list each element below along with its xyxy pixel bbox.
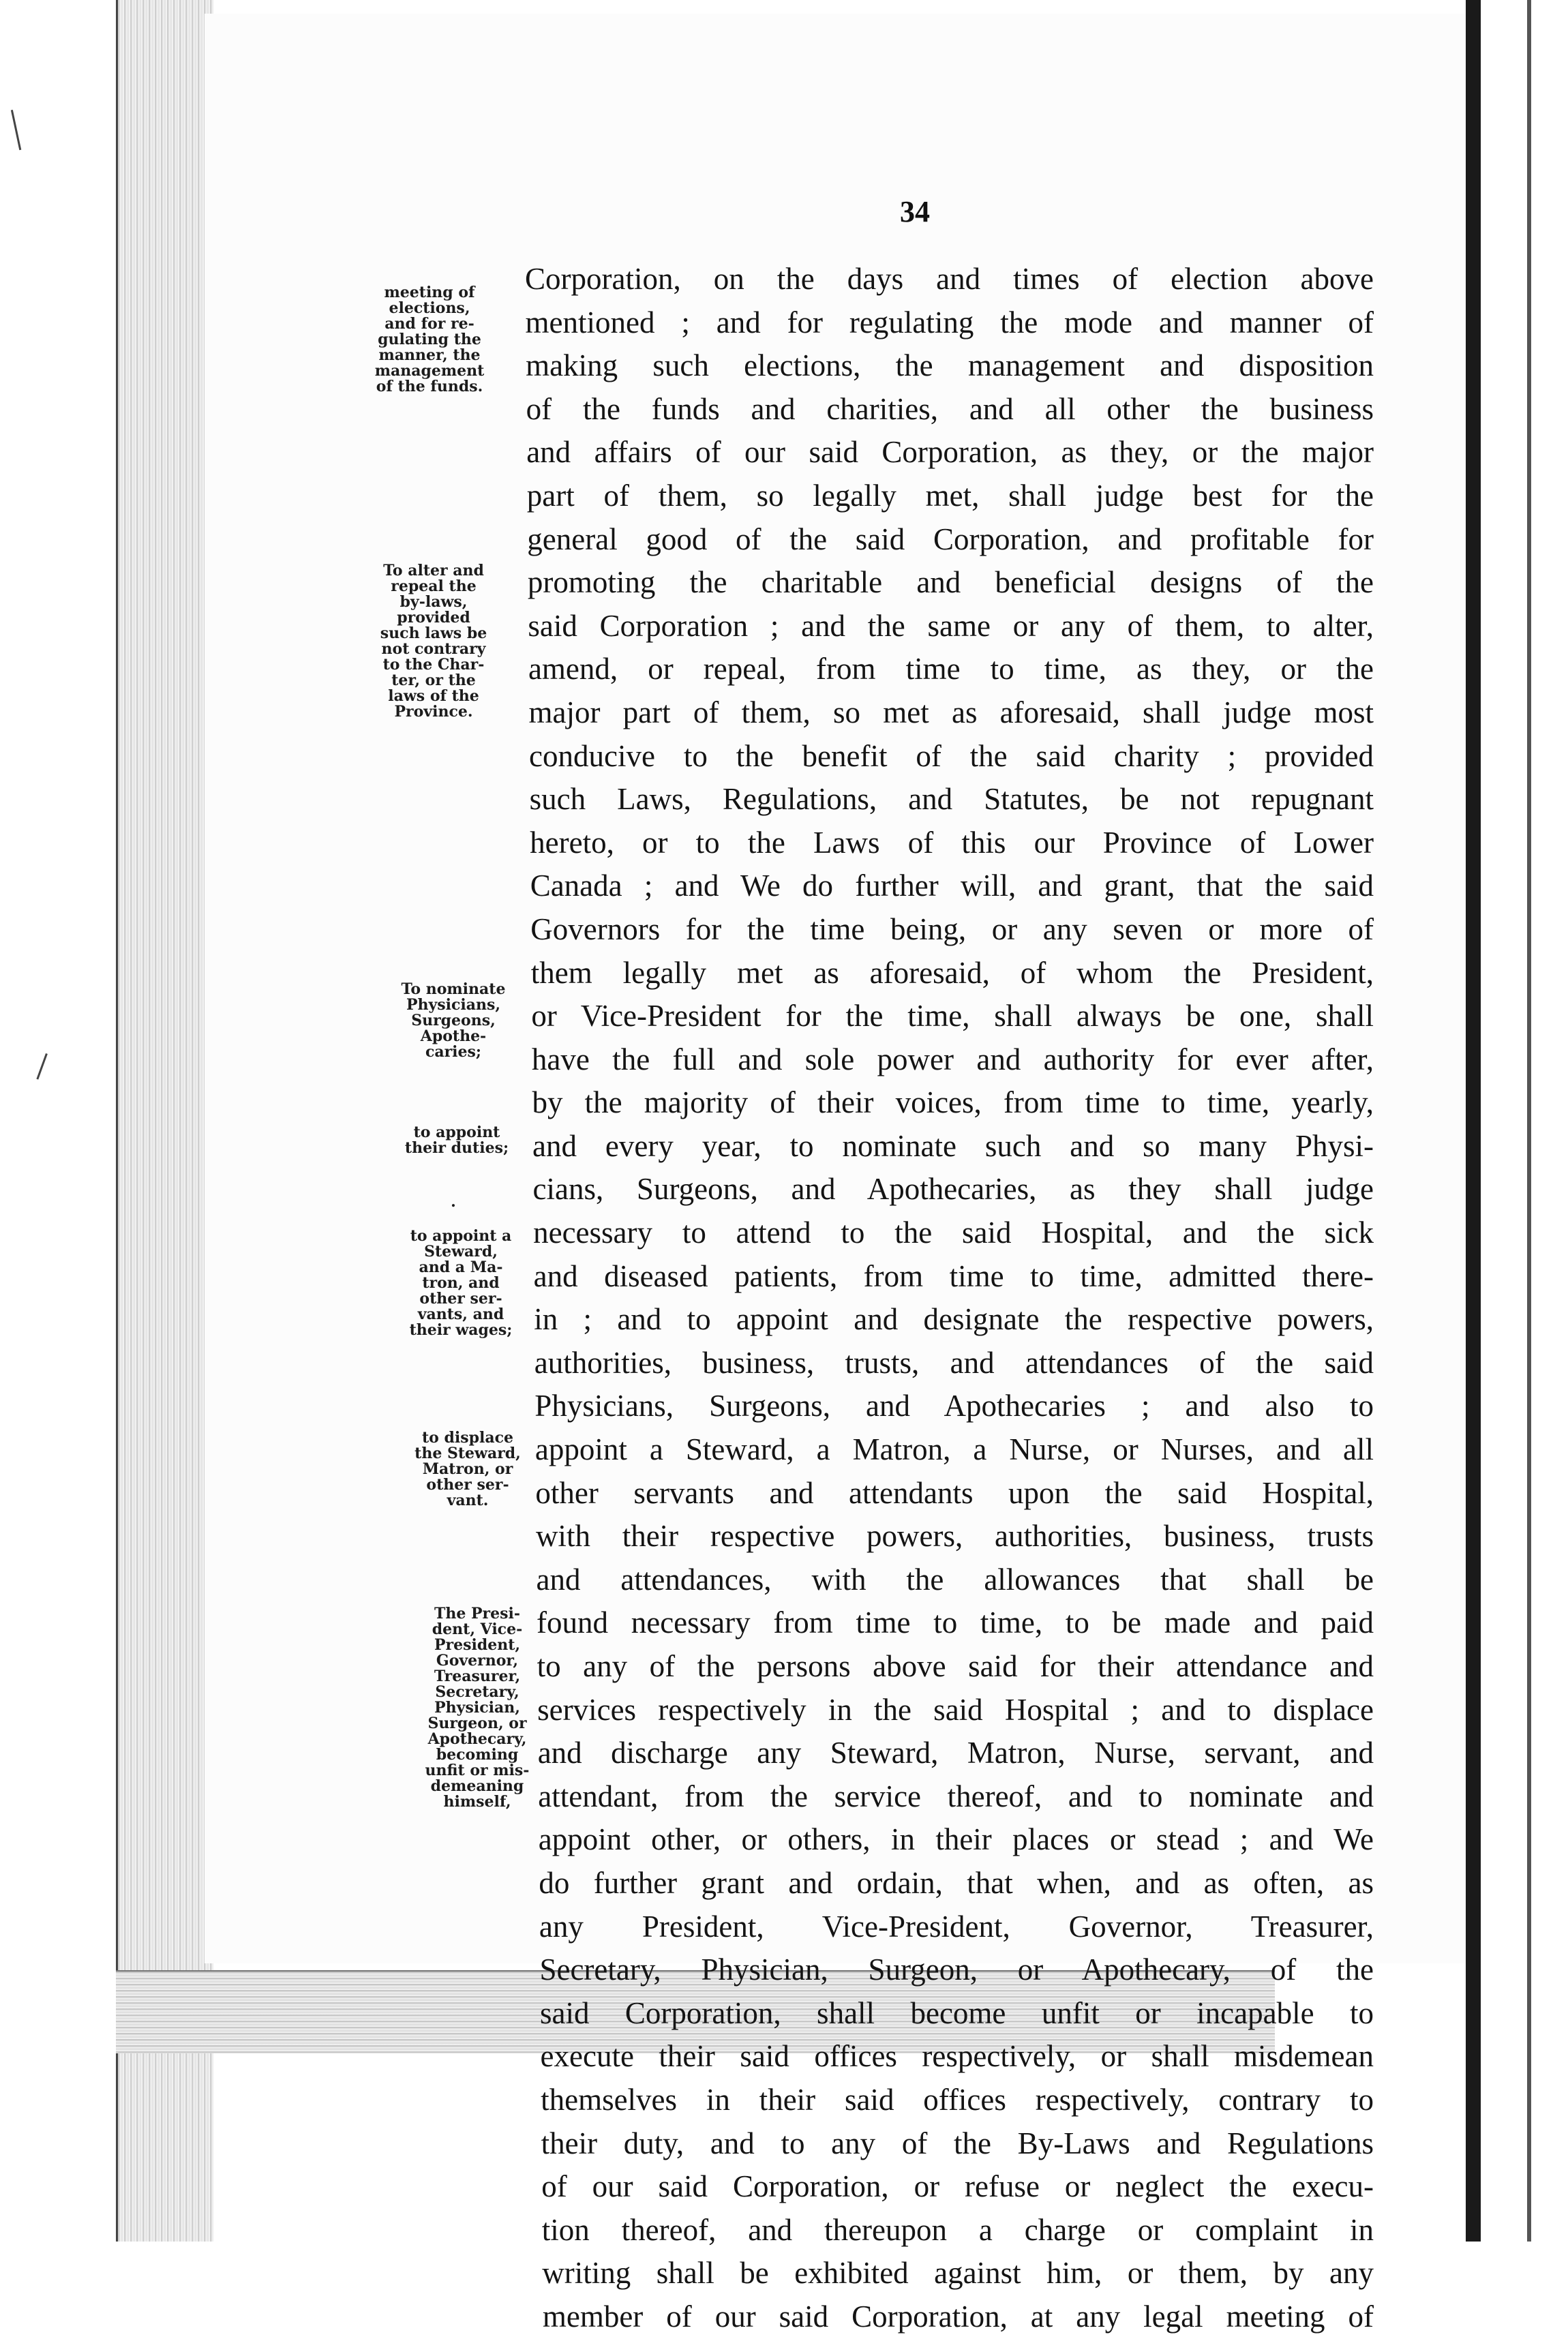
body-line: other servants and attendants upon the said Hospital,	[535, 1475, 1374, 1510]
body-line: of the funds and charities, and all other the business	[526, 391, 1374, 426]
marginal-note-line: Matron, or	[422, 1460, 513, 1478]
body-line: do further grant and ordain, that when, and as often, as	[539, 1865, 1374, 1900]
body-line: Secretary, Physician, Surgeon, or Apothecary, of the	[539, 1952, 1374, 1987]
marginal-note-line: to appoint	[413, 1123, 500, 1141]
body-line: by the majority of their voices, from time to time, yearly,	[532, 1085, 1374, 1120]
body-line: hereto, or to the Laws of this our Province of Lower	[530, 825, 1374, 860]
body-line: or Vice-President for the time, shall always be one, shall	[531, 999, 1374, 1033]
marginal-note-line: Apothe-	[420, 1027, 487, 1045]
marginal-note-line: Surgeons,	[411, 1012, 496, 1029]
body-line: necessary to attend to the said Hospital, and the sick	[533, 1216, 1374, 1250]
marginal-note-line: their wages;	[409, 1321, 513, 1339]
body-line: and attendances, with the allowances that shall be	[536, 1562, 1374, 1597]
body-line: promoting the charitable and beneficial designs of the	[527, 565, 1374, 600]
marginal-note-line: gulating the	[378, 331, 481, 348]
body-line: and diseased patients, from time to time, admitted there-	[533, 1258, 1374, 1293]
marginal-note-line: Apothecary,	[427, 1730, 527, 1748]
marginal-note-line: such laws be	[380, 624, 487, 642]
body-line: part of them, so legally met, shall judge best for the	[526, 478, 1374, 513]
marginal-note-displace	[406, 1430, 529, 1509]
body-text	[525, 258, 1374, 2339]
marginal-note-line: other ser-	[426, 1476, 509, 1494]
marginal-note-line: dent, Vice-	[432, 1620, 523, 1638]
marginal-note-line: To alter and	[383, 562, 484, 579]
marginal-note-line: vants, and	[417, 1306, 504, 1323]
body-line: any President, Vice-President, Governor, Treasurer,	[539, 1909, 1374, 1944]
body-line: and affairs of our said Corporation, as they, or the major	[526, 435, 1374, 470]
body-line: tion thereof, and thereupon a charge or complaint in	[541, 2212, 1374, 2247]
marginal-note-line: Surgeon, or	[427, 1715, 527, 1732]
body-line: such Laws, Regulations, and Statutes, be not repugnant	[529, 782, 1374, 817]
marginal-note-line: laws of the	[388, 687, 479, 705]
marginal-note-duties	[395, 1125, 518, 1156]
marginal-note-line: vant.	[447, 1492, 489, 1509]
body-line: their duty, and to any of the By-Laws and Regulations	[541, 2126, 1374, 2160]
marginal-note-alter	[372, 563, 495, 720]
marginal-note-steward	[399, 1228, 522, 1338]
marginal-note-line: of the funds.	[376, 378, 483, 395]
book-page-edges	[116, 0, 213, 2242]
marginal-note-line: provided	[397, 609, 470, 627]
body-line: of our said Corporation, or refuse or neglect the execu-	[541, 2169, 1374, 2204]
marginal-note-line: The Presi-	[434, 1605, 521, 1623]
body-line: appoint other, or others, in their places or stead ; and We	[538, 1822, 1374, 1857]
marginal-note-line: not contrary	[381, 640, 486, 658]
marginal-note-line: Governor,	[436, 1652, 519, 1670]
marginal-note-line: himself,	[443, 1793, 511, 1811]
marginal-note-line: other ser-	[419, 1290, 502, 1308]
body-line: amend, or repeal, from time to time, as they, or the	[528, 652, 1374, 686]
body-line: conducive to the benefit of the said charity ; provided	[529, 738, 1374, 773]
body-line: in ; and to appoint and designate the respective powers,	[534, 1302, 1374, 1337]
body-line: making such elections, the management and disposition	[526, 348, 1374, 383]
body-line: Physicians, Surgeons, and Apothecaries ; and also to	[534, 1389, 1374, 1423]
body-line: said Corporation ; and the same or any of them, to alter,	[528, 608, 1374, 643]
marginal-note-line: meeting of	[384, 284, 475, 301]
body-line: Governors for the time being, or any seven or more of	[530, 911, 1374, 946]
book-spine-shadow	[1466, 0, 1481, 2242]
marginal-note-line: and a Ma-	[419, 1258, 503, 1276]
marginal-note-line: ter, or the	[391, 671, 476, 689]
marginal-note-line: Physician,	[434, 1699, 520, 1717]
right-margin	[1466, 0, 1568, 2242]
marginal-note-line: tron, and	[422, 1274, 500, 1292]
book-spine-line	[1527, 0, 1531, 2242]
body-line: with their respective powers, authorities, business, trusts	[535, 1519, 1374, 1554]
marginal-note-president	[416, 1606, 539, 1810]
body-line: themselves in their said offices respectively, contrary to	[541, 2082, 1374, 2117]
marginal-note-line: .	[451, 1193, 456, 1211]
body-line: them legally met as aforesaid, of whom the President,	[530, 955, 1374, 990]
body-line: to any of the persons above said for their attendance and	[537, 1649, 1374, 1683]
marginal-note-line: to displace	[421, 1429, 513, 1447]
marginal-note-meeting	[368, 285, 491, 395]
marginal-note-line: the Steward,	[414, 1445, 521, 1462]
page-number: 34	[900, 195, 930, 228]
body-line: mentioned ; and for regulating the mode and manner of	[525, 305, 1374, 339]
marginal-note-line: Steward,	[424, 1243, 498, 1261]
marginal-note-line: by-laws,	[399, 593, 468, 611]
body-line: services respectively in the said Hospital ; and to displace	[537, 1692, 1374, 1727]
body-line: and every year, to nominate such and so many Physi-	[532, 1128, 1374, 1163]
marginal-note-line: Treasurer,	[434, 1668, 521, 1685]
body-line: execute their said offices respectively, or shall misdemean	[540, 2039, 1374, 2074]
marginal-note-line: repeal the	[391, 577, 477, 595]
marginal-note-line: and for re-	[385, 315, 474, 333]
marginal-note-nominate	[395, 982, 511, 1060]
body-line: authorities, business, trusts, and attendances of the said	[534, 1345, 1374, 1380]
body-line: writing shall be exhibited against him, or them, by any	[542, 2256, 1374, 2291]
marginal-note-line: Secretary,	[435, 1683, 519, 1701]
body-line: appoint a Steward, a Matron, a Nurse, or Nurses, and all	[534, 1432, 1374, 1467]
body-line: found necessary from time to time, to be made and paid	[537, 1605, 1374, 1640]
body-line: cians, Surgeons, and Apothecaries, as they shall judge	[532, 1172, 1374, 1207]
marginal-note-dot	[395, 1194, 511, 1210]
body-line: major part of them, so met as aforesaid, shall judge most	[528, 695, 1374, 729]
marginal-note-line: demeaning	[430, 1777, 524, 1795]
marginal-note-line: President,	[434, 1636, 521, 1654]
marginal-note-line: elections,	[389, 299, 470, 317]
body-line: Canada ; and We do further will, and grant, that the said	[530, 869, 1374, 903]
marginal-note-line: their duties;	[404, 1139, 509, 1157]
body-line: and discharge any Steward, Matron, Nurse, servant, and	[537, 1736, 1374, 1770]
marginal-note-line: to appoint a	[410, 1227, 512, 1245]
body-line: member of our said Corporation, at any legal meeting of	[542, 2299, 1374, 2334]
marginal-note-line: manner, the	[378, 346, 481, 364]
body-line: attendant, from the service thereof, and to nominate and	[538, 1779, 1374, 1813]
body-line: general good of the said Corporation, and profitable for	[527, 522, 1374, 556]
marginal-note-line: to the Char-	[382, 656, 485, 674]
marginal-note-line: To nominate	[401, 980, 506, 998]
marginal-note-line: Province.	[394, 703, 473, 721]
marginal-note-line: Physicians,	[406, 996, 501, 1014]
marginal-note-line: management	[374, 362, 485, 380]
marginal-note-line: caries;	[425, 1043, 482, 1061]
body-line: Corporation, on the days and times of election above	[525, 262, 1374, 296]
body-line: have the full and sole power and authority for ever after,	[531, 1042, 1374, 1076]
marginal-note-line: unfit or mis-	[425, 1762, 530, 1779]
body-line: said Corporation, shall become unfit or incapable to	[540, 1995, 1374, 2030]
marginal-note-line: becoming	[436, 1746, 519, 1764]
